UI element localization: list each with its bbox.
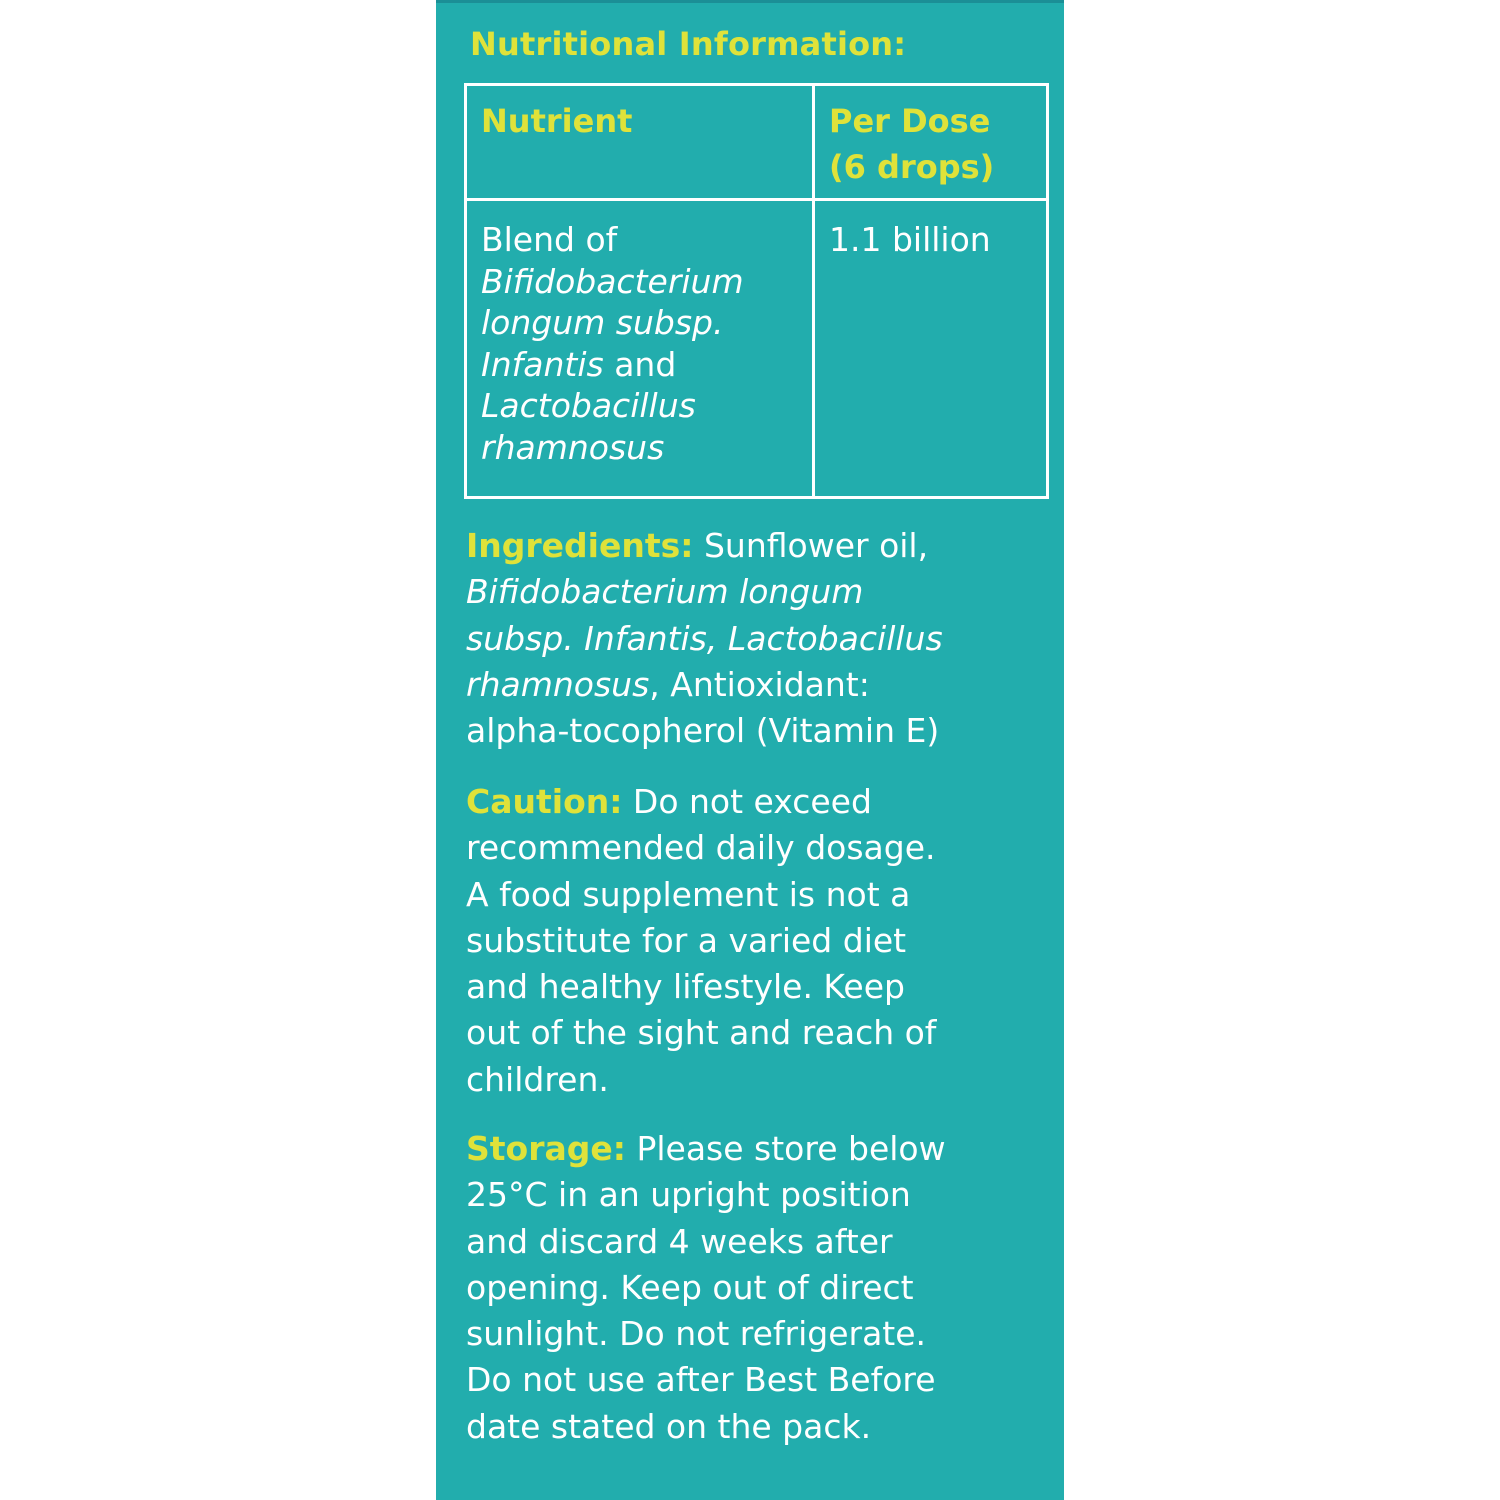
storage-heading: Storage:: [466, 1129, 626, 1168]
table-row: [466, 200, 1048, 498]
ingredients-heading: Ingredients:: [466, 526, 694, 565]
per-dose-column-header: [814, 85, 1048, 200]
nutritional-information-title: Nutritional Information:: [470, 25, 907, 63]
caution-heading: Caution:: [466, 782, 623, 821]
nutrition-table: [464, 83, 1049, 499]
table-header-row: [466, 85, 1048, 200]
caution-section: Caution: Do not exceed recommended daily dosage. A food supplement is not a substitute for a varied diet and healthy lifestyle. Keep out of the sight and reach of children.: [466, 782, 937, 1099]
nutrient-cell: Blend of Bifidobacterium longum subsp. Infantis and Lactobacillus rhamnosus: [466, 200, 814, 498]
ingredients-section: Ingredients: Sunflower oil, Bifidobacterium longum subsp. Infantis, Lactobacillus rhamnosus, Antioxidant: alpha-tocopherol (Vitamin E): [466, 526, 943, 751]
product-label-panel: [436, 0, 1064, 1500]
storage-section: Storage: Please store below 25°C in an upright position and discard 4 weeks after opening. Keep out of direct sunlight. Do not refrigerate. Do not use after Best Before date stated on the pack.: [466, 1129, 946, 1446]
amount-cell: 1.1 billion: [814, 200, 1048, 498]
dose-size-label: (6 drops): [829, 148, 995, 186]
nutrient-column-header: Nutrient: [466, 85, 814, 200]
per-dose-label: Per Dose: [829, 102, 991, 140]
